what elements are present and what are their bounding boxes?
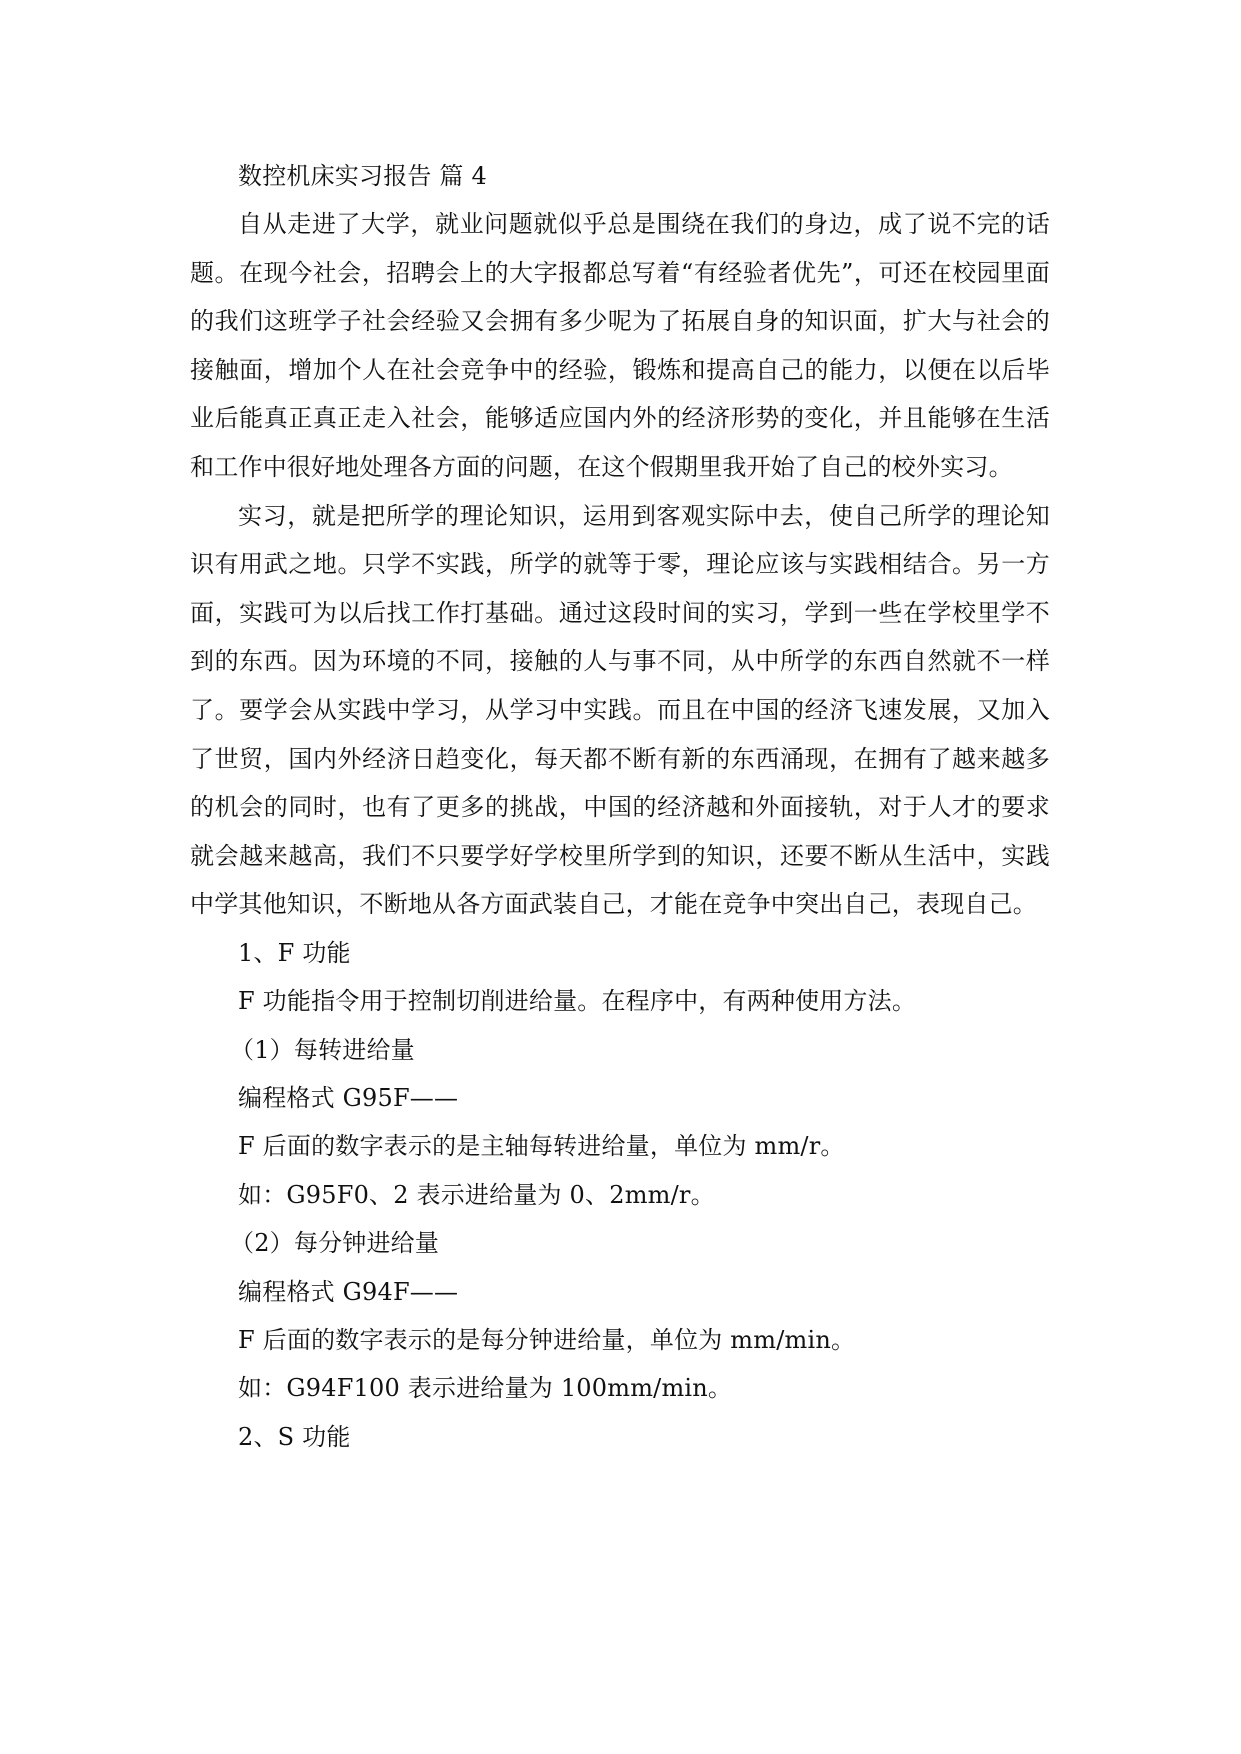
- text-line: 编程格式 G95F——: [238, 1084, 459, 1113]
- text-line: F 后面的数字表示的是每分钟进给量，单位为 mm/min。: [238, 1326, 856, 1355]
- text-line: 编程格式 G94F——: [238, 1277, 459, 1306]
- text-line: F 功能指令用于控制切削进给量。在程序中，有两种使用方法。: [238, 987, 917, 1016]
- text-line: 如：G94F100 表示进给量为 100mm/min。: [238, 1374, 733, 1403]
- text-line: F 后面的数字表示的是主轴每转进给量，单位为 mm/r。: [238, 1132, 845, 1161]
- document-body: [190, 152, 1050, 1461]
- section-heading-s-function: 2、S 功能: [238, 1422, 351, 1451]
- subheading-per-minute-feed: （2）每分钟进给量: [230, 1229, 440, 1258]
- text-line: 如：G95F0、2 表示进给量为 0、2mm/r。: [238, 1180, 715, 1209]
- document-title: 数控机床实习报告 篇 4: [238, 162, 487, 190]
- body-paragraph: 自从走进了大学，就业问题就似乎总是围绕在我们的身边，成了说不完的话题。在现今社会，招聘会上的大字报都总写着“有经验者优先”，可还在校园里面的我们这班学子社会经验又会拥有多少呢为了拓展自身的知识面，扩大与社会的接触面，增加个人在社会竞争中的经验，锻炼和提高自己的能力，以便在以后毕业后能真正真正走入社会，能够适应国内外的经济形势的变化，并且能够在生活和工作中很好地处理各方面的问题，在这个假期里我开始了自己的校外实习。: [190, 210, 1050, 481]
- section-heading-f-function: 1、F 功能: [238, 938, 351, 967]
- body-paragraph: 实习，就是把所学的理论知识，运用到客观实际中去，使自己所学的理论知识有用武之地。只学不实践，所学的就等于零，理论应该与实践相结合。另一方面，实践可为以后找工作打基础。通过这段时间的实习，学到一些在学校里学不到的东西。因为环境的不同，接触的人与事不同，从中所学的东西自然就不一样了。要学会从实践中学习，从学习中实践。而且在中国的经济飞速发展，又加入了世贸，国内外经济日趋变化，每天都不断有新的东西涌现，在拥有了越来越多的机会的同时，也有了更多的挑战，中国的经济越和外面接轨，对于人才的要求就会越来越高，我们不只要学好学校里所学到的知识，还要不断从生活中，实践中学其他知识，不断地从各方面武装自己，才能在竞争中突出自己，表现自己。: [190, 501, 1050, 919]
- subheading-per-revolution-feed: （1）每转进给量: [230, 1035, 415, 1064]
